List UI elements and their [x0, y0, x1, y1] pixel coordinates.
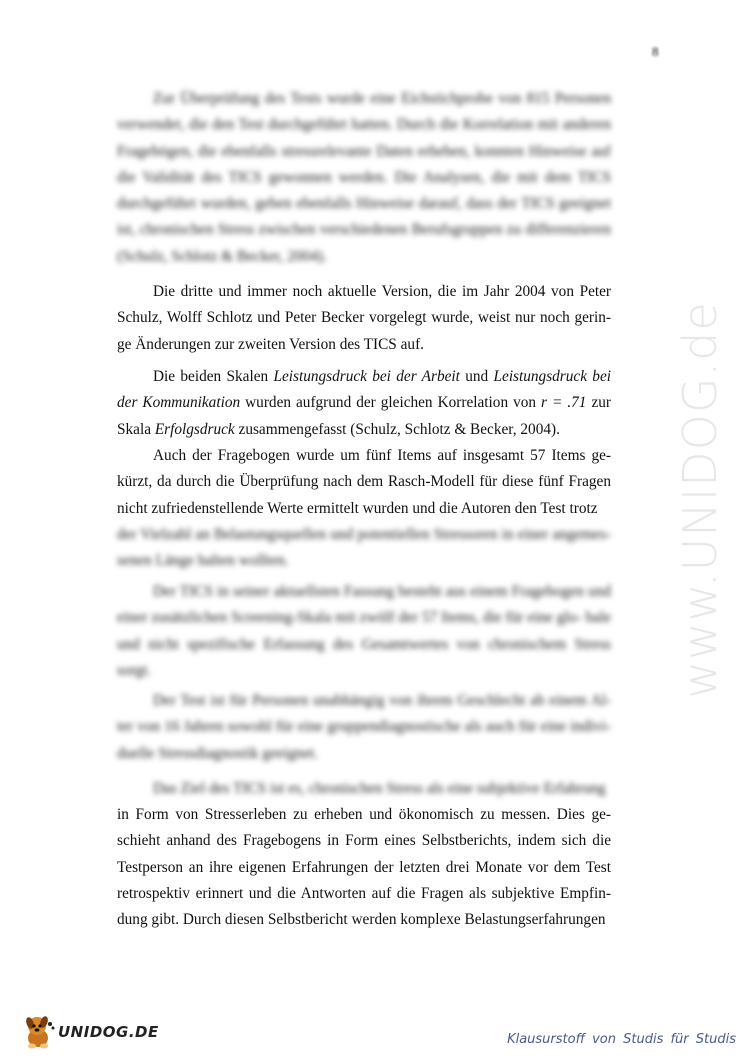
correlation-value: r = .71	[541, 394, 587, 412]
paragraph-skalen: Die beiden Skalen Leistungsdruck bei der Arbeit und Leistungsdruck bei der Kommunikation wurden aufgrund der gleichen Korrelation von r = .71 zur Skala Erfolgsdruck zusammengefasst (Schulz, Schlotz & Becker, 2004).	[117, 368, 611, 438]
page-number: 8	[652, 44, 659, 59]
scale-name-erfolgsdruck: Erfolgsdruck	[154, 420, 235, 438]
paragraph-blurred-4: Der Test ist für Personen unabhängig von ihrem Geschlecht ab einem Al- ter von 16 Jahren sowohl für eine gruppendiagnostische als auch für eine indivi- duelle Stressdiagnostik geeignet.	[117, 692, 611, 762]
paragraph-blurred-1: Zur Überprüfung des Tests wurde eine Eichstichprobe von 815 Personen verwendet, die den Test durchgeführt hatten. Durch die Korrelation mit anderen Fragebögen, die ebenfalls stressrelevante Daten erheben, konnten Hinweise auf die Validität des TICS gewonnen werden. Die Analysen, die mit dem TICS durchgeführt wurden, geben ebenfalls Hinweise darauf, dass der TICS geeignet ist, chronischen Stress zwischen verschiedenen Berufsgruppen zu differenzieren (Schulz, Schlotz & Becker, 2004).	[117, 90, 611, 265]
paragraph-blurred-3: Der TICS in seiner aktuellsten Fassung besteht aus einem Fragebogen und einer zusätzlichen Screening-Skala mit zwölf der 57 Items, die für eine glo- bale und nicht spezifische Erfassung des Gesamtwertes von chronischem Stress sorgt.	[117, 583, 611, 679]
scale-name-arbeit: Leistungsdruck bei der Arbeit	[273, 368, 460, 385]
scale-name-kommunikation: Leistungsdruck bei der Kommunikation	[117, 368, 611, 412]
paragraph-fragebogen-kuerzung: Auch der Fragebogen wurde um fünf Items auf insgesamt 57 Items ge- kürzt, da durch die Überprüfung nach dem Rasch-Modell für diese fünf Fragen nicht zufriedenstellende Werte ermittelt wurden und die Autoren den Test trotz	[117, 447, 611, 517]
paragraph-blurred-2: der Vielzahl an Belastungsquellen und potentiellen Stressoren in einer angemes- senen Länge halten wollten.	[117, 526, 611, 570]
paragraph-ziel-des-tics: in Form von Stresserleben zu erheben und ökonomisch zu messen. Dies ge- schieht anhand des Fragebogens in Form eines Selbstberichts, indem sich die Testperson an ihre eigenen Erfahrungen der letzten drei Monate vor dem Test retrospektiv erinnert und die Antworten auf die Fragen als subjektive Empfin- dung gibt. Durch diesen Selbstbericht werden komplexe Belastungserfahrungen	[117, 806, 611, 929]
unidog-logo[interactable]	[22, 1012, 159, 1052]
dog-mascot-icon	[22, 1014, 56, 1050]
watermark-text: www.UNIDOG.de	[673, 301, 727, 699]
paragraph-blurred-5: Das Ziel des TICS ist es, chronischen Stress als eine subjektive Erfahrung	[153, 780, 606, 797]
footer-tagline: Klausurstoff von Studis für Studis	[507, 1032, 736, 1047]
logo-text: UNIDOG.DE	[58, 1023, 159, 1041]
paragraph-dritte-version: Die dritte und immer noch aktuelle Version, die im Jahr 2004 von Peter Schulz, Wolff Schlotz und Peter Becker vorgelegt wurde, weist nur noch gerin- ge Änderungen zur zweiten Version des TICS auf.	[117, 283, 611, 353]
